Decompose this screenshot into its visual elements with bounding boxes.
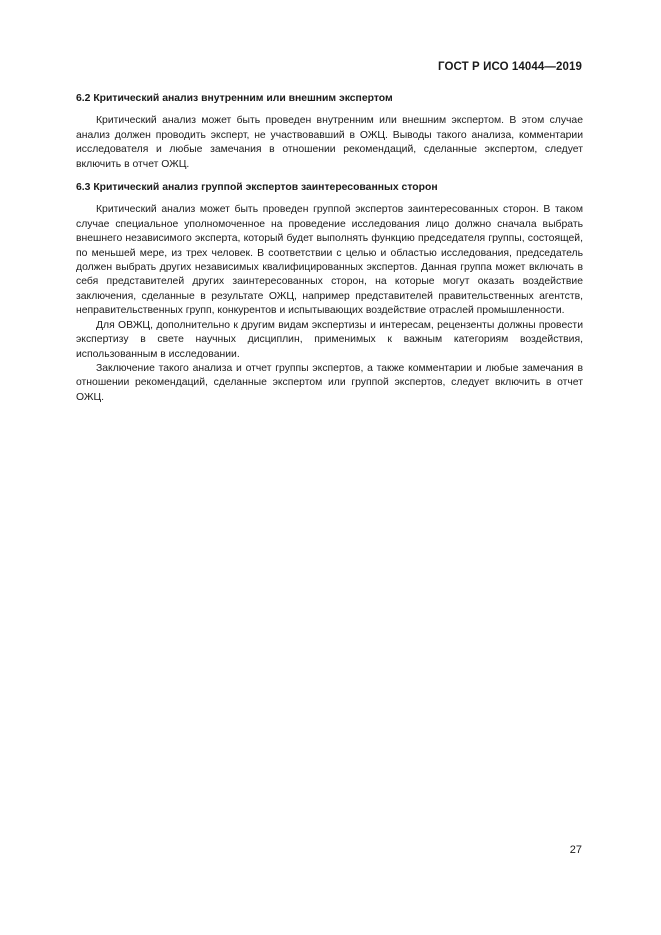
section-heading-6-3: 6.3 Критический анализ группой экспертов заинтересованных сторон [76, 182, 438, 194]
paragraph-6-3-1: Критический анализ может быть проведен группой экспертов заинтересованных сторон. В таком случае специальное уполномоченное на проведение исследования лицо должно сначала выбрать внешнего независимого эксперта, который будет выполнять функцию председателя группы, состоящей, по меньшей мере, из трех человек. В соответствии с целью и областью исследования, председатель должен выбрать других независимых квалифицированных экспертов. Данная группа может включать в себя представителей других заинтересованных сторон, на которые могут оказать воздействие заключения, сделанные в результате ОЖЦ, например представителей правительственных агентств, неправительственных групп, конкурентов и испытывающих воздействие отраслей промышленности. [76, 204, 583, 317]
page-number: 27 [569, 844, 582, 856]
document-body [76, 92, 583, 405]
section-heading-6-2: 6.2 Критический анализ внутренним или внешним экспертом [76, 93, 393, 104]
paragraph-6-3-3: Заключение такого анализа и отчет группы экспертов, а также комментарии и любые замечания в отношении рекомендаций, сделанные экспертом или группой экспертов, следует включить в отчет ОЖЦ. [76, 362, 583, 403]
paragraph-6-2-1: Критический анализ может быть проведен внутренним или внешним экспертом. В этом случае анализ должен проводить эксперт, не участвовавший в ОЖЦ. Выводы такого анализа, комментарии исследователя и любые замечания в отношении рекомендаций, сделанные экспертом, следует включить в отчет ОЖЦ. [76, 115, 583, 170]
standard-header: ГОСТ Р ИСО 14044—2019 [437, 61, 582, 73]
paragraph-6-3-2: Для ОВЖЦ, дополнительно к другим видам экспертизы и интересам, рецензенты должны провести экспертизу в свете научных дисциплин, применимых к важным категориям воздействия, использованным в исследовании. [76, 319, 583, 360]
